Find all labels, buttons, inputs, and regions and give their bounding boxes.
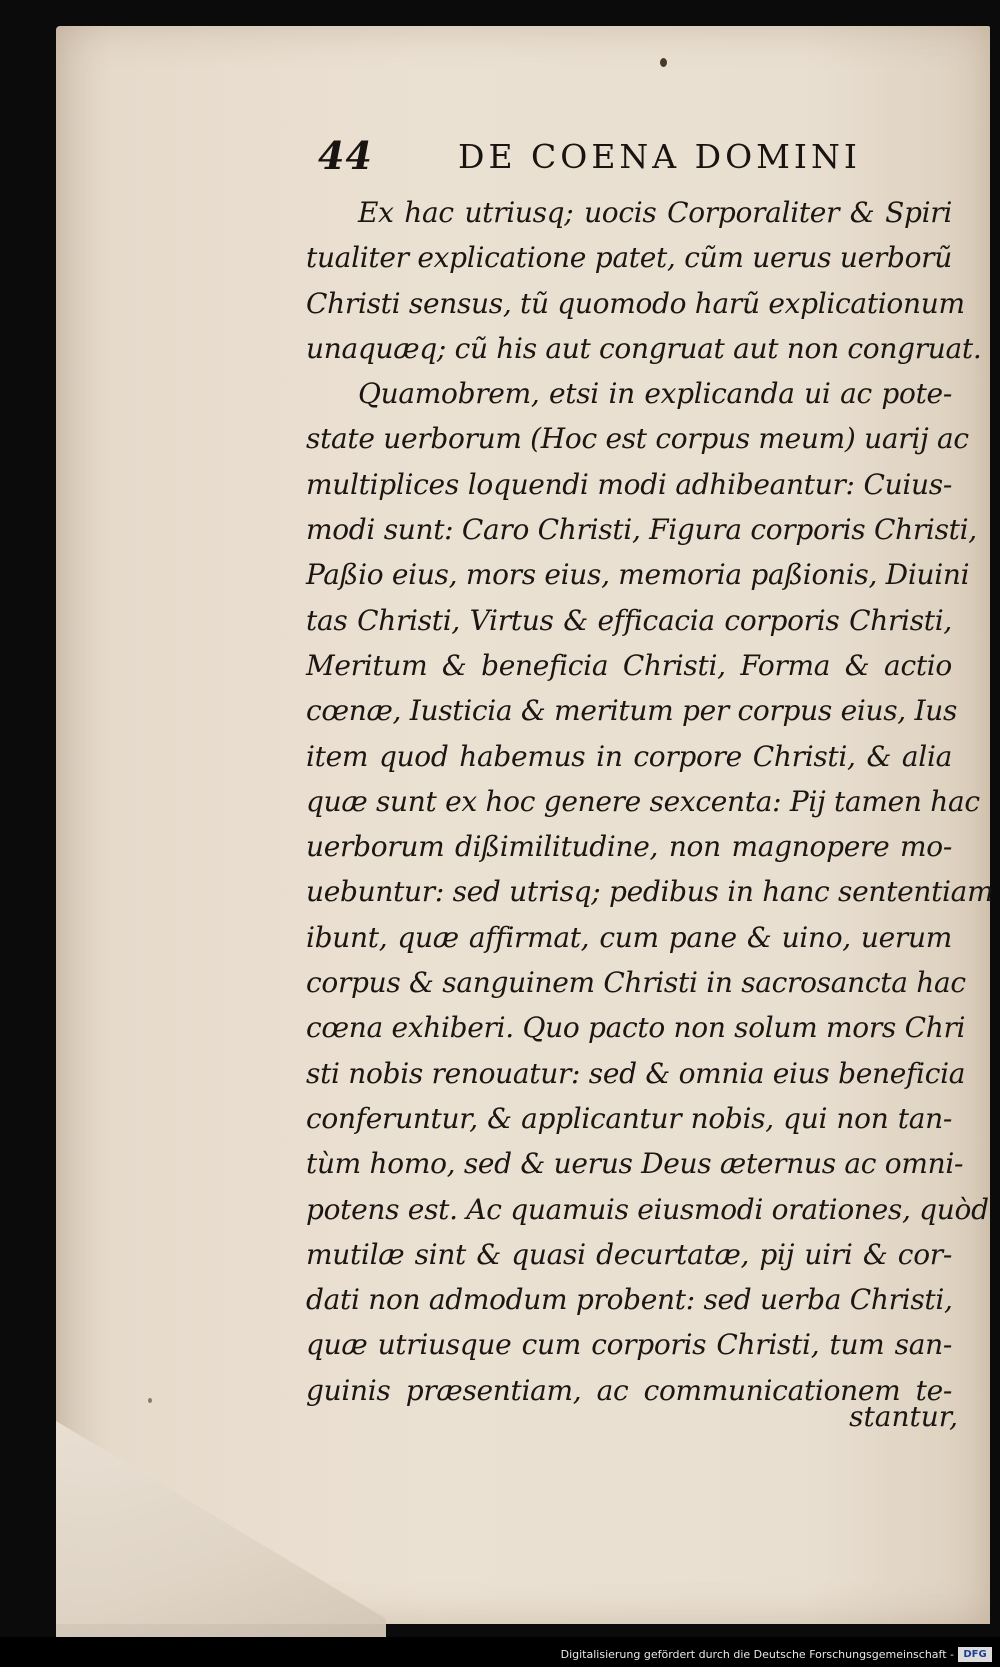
text-line: uebuntur: sed utrisq; pedibus in hanc sententiam	[306, 875, 994, 909]
text-line: item quod habemus in corpore Christi, & alia	[306, 739, 952, 773]
page-fold	[56, 1421, 386, 1651]
text-line: Christi sensus, tũ quomodo harũ explicationum	[306, 286, 965, 320]
text-line: cœnæ, Iusticia & meritum per corpus eius, Ius	[306, 694, 958, 728]
text-line: potens est. Ac quamuis eiusmodi orationes, quòd	[306, 1192, 989, 1226]
text-line: Ex hac utriusq; uocis Corporaliter & Spiri	[358, 196, 952, 229]
text-line: tualiter explicatione patet, cũm uerus uerborũ	[306, 241, 952, 275]
text-line: mutilæ sint & quasi decurtatæ, pij uiri & cor-	[306, 1237, 952, 1271]
text-line: Meritum & beneficia Christi, Forma & actio	[306, 648, 952, 682]
text-line: cœna exhiberi. Quo pacto non solum mors Chri	[306, 1011, 966, 1045]
text-line: tas Christi, Virtus & efficacia corporis Christi,	[306, 603, 952, 637]
catchword: stantur,	[849, 1400, 958, 1433]
text-line: state uerborum (Hoc est corpus meum) uarij ac	[306, 422, 969, 456]
text-line: uerborum dißimilitudine, non magnopere mo-	[306, 830, 952, 864]
text-line: quæ sunt ex hoc genere sexcenta: Pij tamen hac	[306, 784, 980, 818]
ink-spot	[148, 1398, 152, 1403]
page-number: 44	[318, 133, 373, 178]
running-title: DE COENA DOMINI	[458, 137, 861, 176]
text-line: Paßio eius, mors eius, memoria paßionis, Diuini	[306, 558, 970, 592]
funding-credit: Digitalisierung gefördert durch die Deutsche Forschungsgemeinschaft -	[560, 1648, 954, 1661]
text-line: modi sunt: Caro Christi, Figura corporis Christi,	[306, 513, 977, 547]
text-line: sti nobis renouatur: sed & omnia eius beneficia	[306, 1056, 966, 1090]
text-block	[306, 190, 994, 1413]
text-line: multiplices loquendi modi adhibeantur: Cuius-	[306, 467, 952, 501]
ink-spot	[660, 58, 667, 67]
text-line: quæ utriusque cum corporis Christi, tum san-	[306, 1328, 952, 1362]
text-line: Quamobrem, etsi in explicanda ui ac pote-	[358, 377, 952, 411]
running-head	[318, 133, 958, 189]
text-line: tùm homo, sed & uerus Deus æternus ac omni-	[306, 1147, 964, 1181]
text-line: dati non admodum probent: sed uerba Christi,	[306, 1283, 953, 1317]
footer-strip	[0, 1637, 1000, 1667]
dfg-logo: DFG	[958, 1647, 992, 1662]
text-line: corpus & sanguinem Christi in sacrosancta hac	[306, 966, 966, 1000]
text-line: conferuntur, & applicantur nobis, qui non tan-	[306, 1101, 952, 1135]
text-line: ibunt, quæ affirmat, cum pane & uino, uerum	[306, 920, 952, 954]
text-line: unaquæq; cũ his aut congruat aut non congruat.	[306, 331, 982, 365]
text-line: guinis præsentiam, ac communicationem te-	[306, 1373, 952, 1407]
